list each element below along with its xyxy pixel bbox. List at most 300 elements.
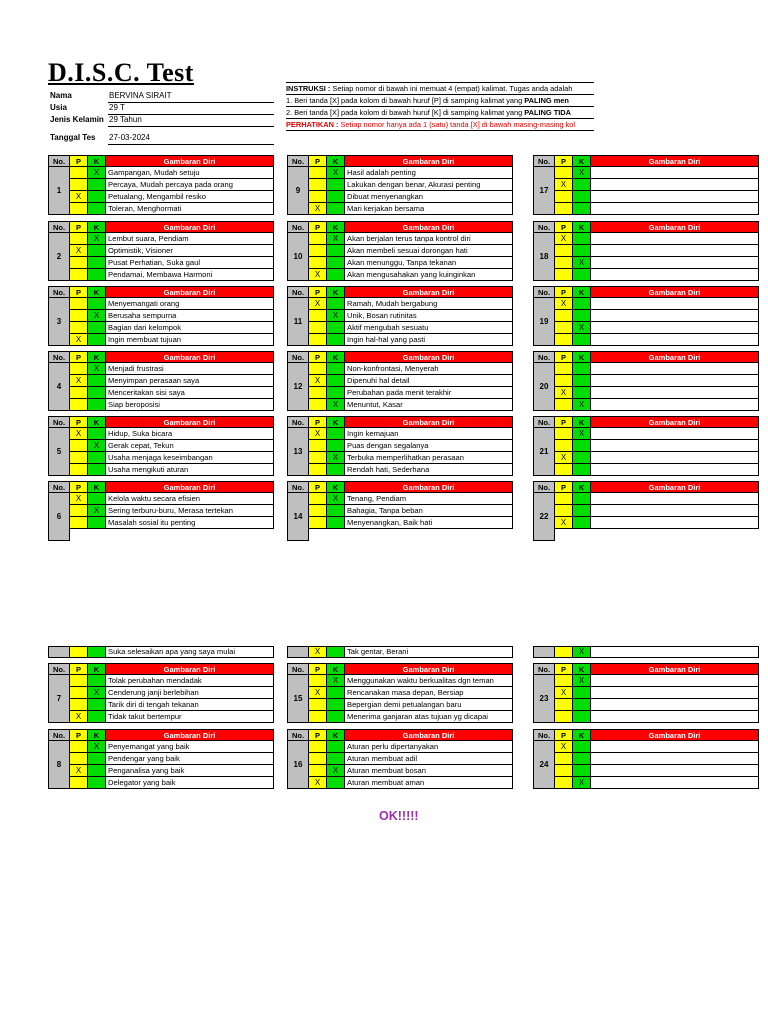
p-checkbox[interactable] bbox=[309, 233, 327, 245]
statement-text: Ingin membuat tujuan bbox=[106, 334, 274, 346]
k-checkbox[interactable] bbox=[88, 699, 106, 711]
statement-text: Toleran, Menghormati bbox=[106, 203, 274, 215]
statement-text: Aturan membuat adil bbox=[345, 753, 513, 765]
k-checkbox[interactable] bbox=[327, 741, 345, 753]
statement-text bbox=[591, 203, 759, 215]
k-checkbox[interactable]: X bbox=[88, 167, 106, 179]
k-checkbox[interactable] bbox=[88, 517, 106, 529]
statement-text: Menceritakan sisi saya bbox=[106, 387, 274, 399]
p-checkbox[interactable]: X bbox=[309, 687, 327, 699]
statement-text: Penyemangat yang baik bbox=[106, 741, 274, 753]
statement-text: Dipenuhi hal detail bbox=[345, 375, 513, 387]
k-checkbox[interactable] bbox=[88, 245, 106, 257]
statement-text: Bahagia, Tanpa beban bbox=[345, 505, 513, 517]
question-block-11 bbox=[287, 286, 513, 346]
p-checkbox[interactable] bbox=[309, 493, 327, 505]
header-no: No. bbox=[533, 663, 555, 675]
p-checkbox[interactable] bbox=[70, 753, 88, 765]
p-checkbox[interactable] bbox=[555, 675, 573, 687]
question-block-3 bbox=[48, 286, 274, 346]
p-checkbox[interactable] bbox=[555, 322, 573, 334]
p-checkbox[interactable]: X bbox=[309, 203, 327, 215]
question-block-17 bbox=[533, 155, 701, 215]
header-k: K bbox=[573, 481, 591, 493]
k-checkbox[interactable] bbox=[88, 179, 106, 191]
p-checkbox[interactable] bbox=[309, 452, 327, 464]
p-checkbox[interactable] bbox=[70, 269, 88, 281]
k-checkbox[interactable]: X bbox=[573, 777, 591, 789]
statement-text: Penganalisa yang baik bbox=[106, 765, 274, 777]
header-p: P bbox=[309, 481, 327, 493]
k-checkbox[interactable] bbox=[88, 675, 106, 687]
p-checkbox[interactable] bbox=[70, 517, 88, 529]
statement-text: Tak gentar, Berani bbox=[345, 646, 513, 658]
k-checkbox[interactable] bbox=[327, 179, 345, 191]
p-checkbox[interactable] bbox=[309, 440, 327, 452]
p-checkbox[interactable] bbox=[70, 452, 88, 464]
k-checkbox[interactable] bbox=[88, 777, 106, 789]
k-checkbox[interactable] bbox=[327, 777, 345, 789]
p-checkbox[interactable]: X bbox=[70, 428, 88, 440]
header-gambaran-diri: Gambaran Diri bbox=[106, 221, 274, 233]
k-checkbox[interactable] bbox=[88, 753, 106, 765]
k-checkbox[interactable]: X bbox=[573, 428, 591, 440]
k-checkbox[interactable] bbox=[327, 322, 345, 334]
k-checkbox[interactable]: X bbox=[327, 452, 345, 464]
question-number: 16 bbox=[287, 741, 309, 789]
k-checkbox[interactable]: X bbox=[88, 310, 106, 322]
k-checkbox[interactable] bbox=[573, 310, 591, 322]
question-block-24 bbox=[533, 729, 701, 789]
statement-text: Aturan membuat aman bbox=[345, 777, 513, 789]
p-checkbox[interactable] bbox=[555, 375, 573, 387]
p-checkbox[interactable]: X bbox=[70, 375, 88, 387]
statement-text: Mari kerjakan bersama bbox=[345, 203, 513, 215]
k-checkbox[interactable] bbox=[573, 711, 591, 723]
p-checkbox[interactable] bbox=[70, 179, 88, 191]
k-checkbox[interactable]: X bbox=[88, 505, 106, 517]
p-checkbox[interactable] bbox=[309, 675, 327, 687]
p-checkbox[interactable] bbox=[309, 699, 327, 711]
k-checkbox[interactable] bbox=[573, 191, 591, 203]
p-checkbox[interactable]: X bbox=[555, 179, 573, 191]
statement-text: Menjadi frustrasi bbox=[106, 363, 274, 375]
p-checkbox[interactable] bbox=[555, 269, 573, 281]
header-gambaran-diri: Gambaran Diri bbox=[106, 416, 274, 428]
question-block-9 bbox=[287, 155, 513, 215]
p-checkbox[interactable]: X bbox=[70, 765, 88, 777]
k-checkbox[interactable] bbox=[327, 687, 345, 699]
p-checkbox[interactable] bbox=[555, 646, 573, 658]
statement-text bbox=[591, 493, 759, 505]
p-checkbox[interactable] bbox=[70, 777, 88, 789]
k-checkbox[interactable] bbox=[327, 298, 345, 310]
statement-text: Tarik diri di tengah tekanan bbox=[106, 699, 274, 711]
header-gambaran-diri: Gambaran Diri bbox=[345, 481, 513, 493]
header-no: No. bbox=[287, 155, 309, 167]
k-checkbox[interactable] bbox=[88, 203, 106, 215]
k-checkbox[interactable]: X bbox=[327, 167, 345, 179]
header-no: No. bbox=[533, 481, 555, 493]
k-checkbox[interactable]: X bbox=[327, 765, 345, 777]
question-number-cell bbox=[533, 646, 555, 658]
p-checkbox[interactable] bbox=[309, 334, 327, 346]
k-checkbox[interactable] bbox=[327, 428, 345, 440]
p-checkbox[interactable] bbox=[309, 711, 327, 723]
p-checkbox[interactable] bbox=[555, 203, 573, 215]
header-no: No. bbox=[287, 729, 309, 741]
p-checkbox[interactable] bbox=[555, 191, 573, 203]
question-number: 10 bbox=[287, 233, 309, 281]
k-checkbox[interactable] bbox=[327, 245, 345, 257]
p-checkbox[interactable] bbox=[555, 777, 573, 789]
header-no: No. bbox=[287, 416, 309, 428]
k-checkbox[interactable]: X bbox=[88, 687, 106, 699]
k-checkbox[interactable]: X bbox=[88, 233, 106, 245]
k-checkbox[interactable] bbox=[88, 464, 106, 476]
k-checkbox[interactable] bbox=[573, 334, 591, 346]
k-checkbox[interactable] bbox=[573, 741, 591, 753]
p-checkbox[interactable] bbox=[555, 699, 573, 711]
k-checkbox[interactable] bbox=[88, 765, 106, 777]
k-checkbox[interactable] bbox=[327, 753, 345, 765]
p-checkbox[interactable]: X bbox=[309, 428, 327, 440]
k-checkbox[interactable] bbox=[573, 753, 591, 765]
k-checkbox[interactable] bbox=[327, 363, 345, 375]
k-checkbox[interactable] bbox=[327, 646, 345, 658]
question-number: 15 bbox=[287, 675, 309, 723]
header-gambaran-diri: Gambaran Diri bbox=[591, 286, 759, 298]
p-checkbox[interactable] bbox=[70, 363, 88, 375]
k-checkbox[interactable] bbox=[327, 257, 345, 269]
p-checkbox[interactable] bbox=[309, 191, 327, 203]
k-checkbox[interactable]: X bbox=[573, 257, 591, 269]
k-checkbox[interactable] bbox=[88, 452, 106, 464]
header-no: No. bbox=[48, 729, 70, 741]
header-k: K bbox=[573, 729, 591, 741]
p-checkbox[interactable] bbox=[555, 167, 573, 179]
header-no: No. bbox=[533, 729, 555, 741]
header-k: K bbox=[88, 663, 106, 675]
k-checkbox[interactable] bbox=[88, 257, 106, 269]
k-checkbox[interactable] bbox=[573, 245, 591, 257]
header-k: K bbox=[327, 416, 345, 428]
p-checkbox[interactable] bbox=[70, 322, 88, 334]
question-number: 19 bbox=[533, 298, 555, 346]
k-checkbox[interactable] bbox=[573, 375, 591, 387]
question-number: 9 bbox=[287, 167, 309, 215]
k-checkbox[interactable]: X bbox=[327, 310, 345, 322]
statement-text: Ingin hal-hal yang pasti bbox=[345, 334, 513, 346]
k-checkbox[interactable] bbox=[573, 387, 591, 399]
k-checkbox[interactable]: X bbox=[573, 646, 591, 658]
header-p: P bbox=[70, 663, 88, 675]
k-checkbox[interactable] bbox=[88, 493, 106, 505]
p-checkbox[interactable] bbox=[70, 464, 88, 476]
k-checkbox[interactable]: X bbox=[573, 167, 591, 179]
header-gambaran-diri: Gambaran Diri bbox=[591, 416, 759, 428]
k-checkbox[interactable] bbox=[88, 399, 106, 411]
k-checkbox[interactable] bbox=[573, 179, 591, 191]
p-checkbox[interactable]: X bbox=[309, 298, 327, 310]
k-checkbox[interactable] bbox=[573, 493, 591, 505]
p-checkbox[interactable] bbox=[555, 428, 573, 440]
k-checkbox[interactable] bbox=[327, 375, 345, 387]
info-value: 27-03-2024 bbox=[108, 131, 274, 145]
p-checkbox[interactable] bbox=[70, 233, 88, 245]
statement-text: Menyimpan perasaan saya bbox=[106, 375, 274, 387]
header-gambaran-diri: Gambaran Diri bbox=[591, 663, 759, 675]
statement-text bbox=[591, 777, 759, 789]
question-block-12 bbox=[287, 351, 513, 411]
k-checkbox[interactable] bbox=[573, 452, 591, 464]
k-checkbox[interactable]: X bbox=[88, 741, 106, 753]
p-checkbox[interactable] bbox=[309, 245, 327, 257]
p-checkbox[interactable] bbox=[70, 387, 88, 399]
k-checkbox[interactable]: X bbox=[327, 399, 345, 411]
p-checkbox[interactable] bbox=[555, 711, 573, 723]
statement-text bbox=[591, 310, 759, 322]
p-checkbox[interactable] bbox=[309, 517, 327, 529]
k-checkbox[interactable]: X bbox=[88, 363, 106, 375]
header-p: P bbox=[309, 155, 327, 167]
p-checkbox[interactable] bbox=[70, 505, 88, 517]
p-checkbox[interactable] bbox=[309, 505, 327, 517]
p-checkbox[interactable] bbox=[70, 440, 88, 452]
p-checkbox[interactable] bbox=[555, 505, 573, 517]
header-gambaran-diri: Gambaran Diri bbox=[591, 351, 759, 363]
question-number: 2 bbox=[48, 233, 70, 281]
p-checkbox[interactable] bbox=[309, 399, 327, 411]
k-checkbox[interactable] bbox=[327, 505, 345, 517]
p-checkbox[interactable] bbox=[309, 179, 327, 191]
k-checkbox[interactable] bbox=[573, 517, 591, 529]
p-checkbox[interactable]: X bbox=[309, 375, 327, 387]
p-checkbox[interactable] bbox=[70, 399, 88, 411]
header-k: K bbox=[88, 481, 106, 493]
p-checkbox[interactable]: X bbox=[309, 646, 327, 658]
p-checkbox[interactable] bbox=[309, 322, 327, 334]
header-k: K bbox=[327, 663, 345, 675]
statement-text: Non-konfrontasi, Menyerah bbox=[345, 363, 513, 375]
statement-text: Rencanakan masa depan, Bersiap bbox=[345, 687, 513, 699]
p-checkbox[interactable] bbox=[70, 675, 88, 687]
statement-text: Tenang, Pendiam bbox=[345, 493, 513, 505]
question-number: 12 bbox=[287, 363, 309, 411]
k-checkbox[interactable] bbox=[88, 428, 106, 440]
header-no: No. bbox=[287, 351, 309, 363]
k-checkbox[interactable] bbox=[573, 505, 591, 517]
k-checkbox[interactable] bbox=[88, 298, 106, 310]
header-k: K bbox=[327, 221, 345, 233]
p-checkbox[interactable] bbox=[70, 310, 88, 322]
k-checkbox[interactable] bbox=[327, 334, 345, 346]
k-checkbox[interactable] bbox=[88, 269, 106, 281]
statement-text: Optimistik, Visioner bbox=[106, 245, 274, 257]
k-checkbox[interactable] bbox=[327, 711, 345, 723]
k-checkbox[interactable] bbox=[88, 711, 106, 723]
p-checkbox[interactable] bbox=[555, 399, 573, 411]
statement-text: Ramah, Mudah bergabung bbox=[345, 298, 513, 310]
info-value: 29 T bbox=[108, 101, 274, 115]
statement-text: Masalah sosial itu penting bbox=[106, 517, 274, 529]
statement-text: Akan menunggu, Tanpa tekanan bbox=[345, 257, 513, 269]
k-checkbox[interactable] bbox=[573, 440, 591, 452]
p-checkbox[interactable] bbox=[309, 464, 327, 476]
p-checkbox[interactable]: X bbox=[70, 191, 88, 203]
k-checkbox[interactable]: X bbox=[573, 322, 591, 334]
k-checkbox[interactable] bbox=[88, 387, 106, 399]
p-checkbox[interactable]: X bbox=[70, 245, 88, 257]
header-p: P bbox=[70, 155, 88, 167]
statement-text: Lembut suara, Pendiam bbox=[106, 233, 274, 245]
p-checkbox[interactable]: X bbox=[555, 517, 573, 529]
p-checkbox[interactable] bbox=[309, 257, 327, 269]
k-checkbox[interactable] bbox=[327, 203, 345, 215]
p-checkbox[interactable]: X bbox=[309, 777, 327, 789]
statement-text: Pendengar yang baik bbox=[106, 753, 274, 765]
k-checkbox[interactable] bbox=[327, 387, 345, 399]
header-p: P bbox=[555, 481, 573, 493]
k-checkbox[interactable] bbox=[327, 699, 345, 711]
statement-text: Hasil adalah penting bbox=[345, 167, 513, 179]
statement-text: Puas dengan segalanya bbox=[345, 440, 513, 452]
k-checkbox[interactable] bbox=[573, 363, 591, 375]
statement-text: Siap beroposisi bbox=[106, 399, 274, 411]
k-checkbox[interactable]: X bbox=[88, 440, 106, 452]
p-checkbox[interactable]: X bbox=[70, 711, 88, 723]
k-checkbox[interactable] bbox=[573, 298, 591, 310]
p-checkbox[interactable]: X bbox=[555, 687, 573, 699]
header-p: P bbox=[555, 416, 573, 428]
statement-text bbox=[591, 257, 759, 269]
k-checkbox[interactable] bbox=[88, 322, 106, 334]
statement-text: Tolak perubahan mendadak bbox=[106, 675, 274, 687]
header-no: No. bbox=[533, 286, 555, 298]
k-checkbox[interactable] bbox=[88, 334, 106, 346]
statement-text: Usaha mengikuti aturan bbox=[106, 464, 274, 476]
p-checkbox[interactable]: X bbox=[309, 269, 327, 281]
k-checkbox[interactable]: X bbox=[327, 233, 345, 245]
header-no: No. bbox=[533, 416, 555, 428]
statement-text bbox=[591, 363, 759, 375]
statement-text: Percaya, Mudah percaya pada orang bbox=[106, 179, 274, 191]
header-k: K bbox=[327, 155, 345, 167]
statement-text bbox=[591, 699, 759, 711]
header-k: K bbox=[327, 286, 345, 298]
p-checkbox[interactable] bbox=[70, 257, 88, 269]
k-checkbox[interactable] bbox=[573, 687, 591, 699]
k-checkbox[interactable] bbox=[88, 191, 106, 203]
p-checkbox[interactable]: X bbox=[555, 298, 573, 310]
statement-text: Akan berjalan terus tanpa kontrol diri bbox=[345, 233, 513, 245]
header-p: P bbox=[309, 416, 327, 428]
p-checkbox[interactable] bbox=[309, 363, 327, 375]
p-checkbox[interactable] bbox=[70, 741, 88, 753]
k-checkbox[interactable] bbox=[327, 191, 345, 203]
p-checkbox[interactable] bbox=[70, 203, 88, 215]
p-checkbox[interactable]: X bbox=[555, 452, 573, 464]
p-checkbox[interactable] bbox=[70, 167, 88, 179]
question-number-cell bbox=[48, 646, 70, 658]
p-checkbox[interactable] bbox=[309, 387, 327, 399]
header-gambaran-diri: Gambaran Diri bbox=[345, 351, 513, 363]
p-checkbox[interactable] bbox=[70, 298, 88, 310]
question-block-6 bbox=[48, 481, 274, 529]
header-k: K bbox=[88, 221, 106, 233]
k-checkbox[interactable] bbox=[88, 375, 106, 387]
question-number: 4 bbox=[48, 363, 70, 411]
k-checkbox[interactable] bbox=[327, 269, 345, 281]
p-checkbox[interactable] bbox=[555, 257, 573, 269]
k-checkbox[interactable]: X bbox=[327, 675, 345, 687]
p-checkbox[interactable] bbox=[555, 493, 573, 505]
p-checkbox[interactable] bbox=[309, 765, 327, 777]
k-checkbox[interactable] bbox=[327, 440, 345, 452]
k-checkbox[interactable] bbox=[573, 699, 591, 711]
p-checkbox[interactable] bbox=[555, 334, 573, 346]
p-checkbox[interactable]: X bbox=[555, 387, 573, 399]
question-block-19 bbox=[533, 286, 701, 346]
k-checkbox[interactable] bbox=[573, 765, 591, 777]
question-block-5 bbox=[48, 416, 274, 476]
p-checkbox[interactable] bbox=[309, 310, 327, 322]
p-checkbox[interactable]: X bbox=[70, 334, 88, 346]
p-checkbox[interactable] bbox=[309, 167, 327, 179]
k-checkbox[interactable]: X bbox=[573, 399, 591, 411]
p-checkbox[interactable] bbox=[70, 646, 88, 658]
question-number: 18 bbox=[533, 233, 555, 281]
k-checkbox[interactable]: X bbox=[327, 493, 345, 505]
p-checkbox[interactable]: X bbox=[555, 741, 573, 753]
p-checkbox[interactable]: X bbox=[70, 493, 88, 505]
p-checkbox[interactable] bbox=[309, 741, 327, 753]
p-checkbox[interactable] bbox=[555, 753, 573, 765]
header-no: No. bbox=[533, 155, 555, 167]
k-checkbox[interactable]: X bbox=[573, 675, 591, 687]
k-checkbox[interactable] bbox=[573, 233, 591, 245]
header-p: P bbox=[70, 481, 88, 493]
header-no: No. bbox=[48, 481, 70, 493]
question-block-7 bbox=[48, 663, 274, 723]
statement-text bbox=[591, 428, 759, 440]
k-checkbox[interactable] bbox=[327, 464, 345, 476]
p-checkbox[interactable] bbox=[555, 310, 573, 322]
k-checkbox[interactable] bbox=[88, 646, 106, 658]
header-p: P bbox=[555, 351, 573, 363]
p-checkbox[interactable] bbox=[309, 753, 327, 765]
p-checkbox[interactable] bbox=[555, 363, 573, 375]
k-checkbox[interactable] bbox=[573, 464, 591, 476]
p-checkbox[interactable] bbox=[555, 245, 573, 257]
header-k: K bbox=[573, 221, 591, 233]
p-checkbox[interactable] bbox=[70, 699, 88, 711]
k-checkbox[interactable] bbox=[573, 203, 591, 215]
p-checkbox[interactable] bbox=[555, 440, 573, 452]
info-value: BERVINA SIRAIT bbox=[108, 89, 274, 103]
p-checkbox[interactable] bbox=[70, 687, 88, 699]
k-checkbox[interactable] bbox=[573, 269, 591, 281]
header-k: K bbox=[573, 351, 591, 363]
statement-text bbox=[591, 741, 759, 753]
p-checkbox[interactable] bbox=[555, 765, 573, 777]
question-block-14-continued-row bbox=[287, 646, 513, 658]
p-checkbox[interactable]: X bbox=[555, 233, 573, 245]
statement-text: Aktif mengubah sesuatu bbox=[345, 322, 513, 334]
p-checkbox[interactable] bbox=[555, 464, 573, 476]
header-no: No. bbox=[533, 221, 555, 233]
k-checkbox[interactable] bbox=[327, 517, 345, 529]
